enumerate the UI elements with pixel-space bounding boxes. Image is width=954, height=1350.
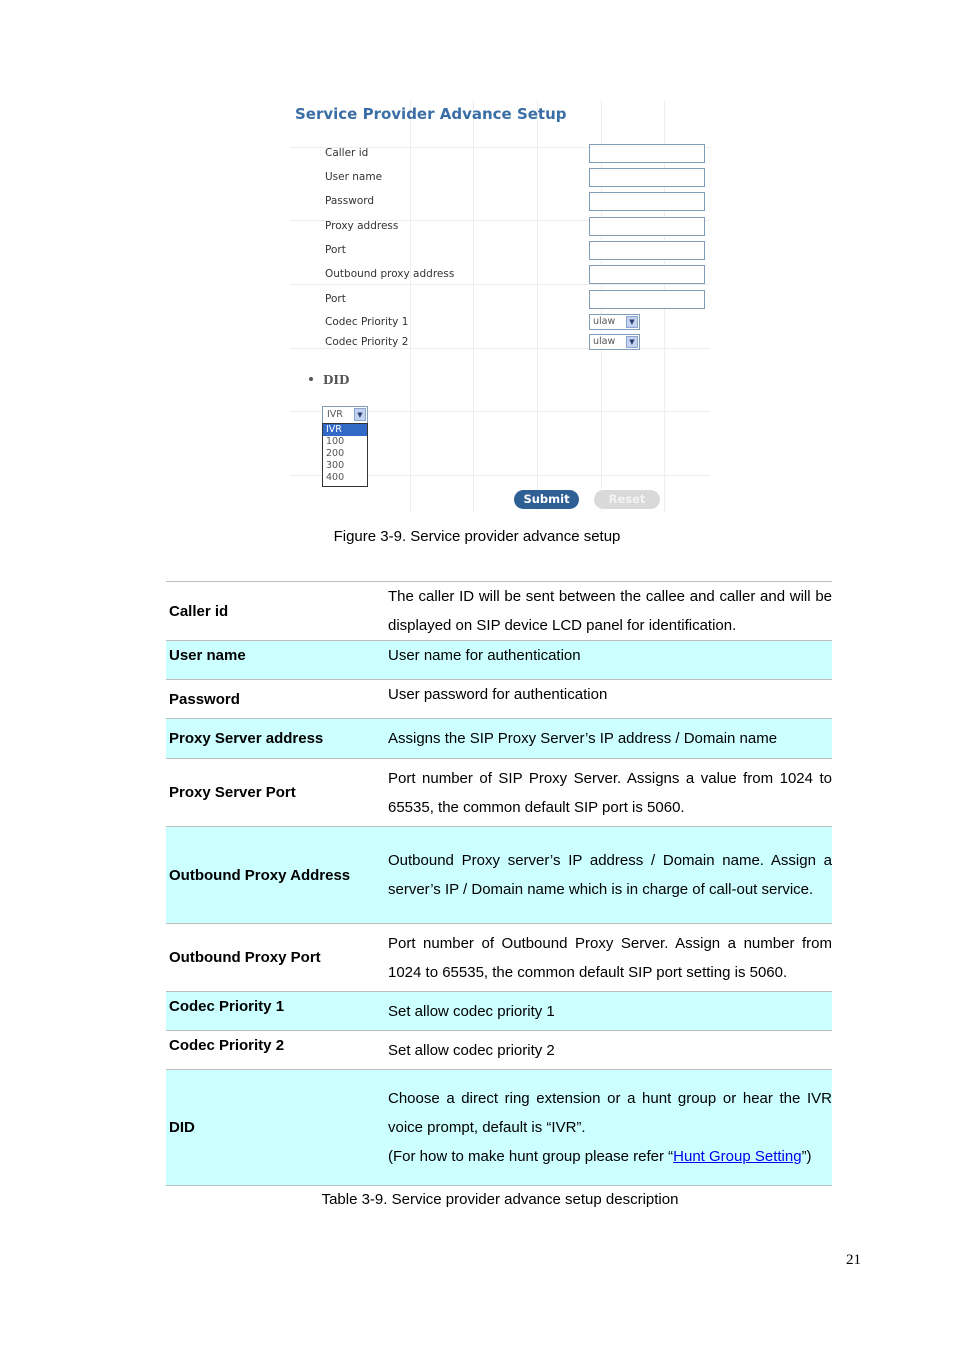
- bullet-icon: [309, 377, 313, 381]
- table-row: [166, 641, 832, 680]
- description-table: [166, 581, 832, 1186]
- did-select[interactable]: [322, 406, 368, 424]
- table-row: [166, 1070, 832, 1186]
- codec-priority-2-select[interactable]: [589, 334, 640, 350]
- table-row: [166, 582, 832, 641]
- table-row: [166, 827, 832, 924]
- row-key: Outbound Proxy Port: [169, 949, 321, 966]
- grid-line: [473, 100, 474, 512]
- caller-id-label: Caller id: [325, 147, 369, 159]
- did-option[interactable]: 400: [326, 472, 345, 483]
- table-row: [166, 680, 832, 719]
- row-key: DID: [166, 1070, 388, 1186]
- password-label: Password: [325, 195, 375, 207]
- table-row: [166, 992, 832, 1031]
- row-key: Proxy Server Port: [169, 784, 296, 801]
- codec-priority-1-select[interactable]: [589, 314, 640, 330]
- did-description-text: Choose a direct ring extension or a hunt group or hear the IVR voice prompt, default is “IVR”.: [388, 1090, 832, 1136]
- outbound-port-input[interactable]: [589, 290, 705, 309]
- grid-line: [410, 100, 411, 512]
- proxy-address-label: Proxy address: [325, 220, 399, 232]
- codec-priority-2-label: Codec Priority 2: [325, 336, 409, 348]
- row-description: User name for authentication: [388, 641, 832, 680]
- did-reference-prefix: (For how to make hunt group please refer “: [388, 1148, 674, 1165]
- proxy-port-label: Port: [325, 244, 346, 256]
- grid-line: [537, 100, 538, 512]
- table-caption: Table 3-9. Service provider advance setup description: [321, 1191, 679, 1208]
- did-option[interactable]: 200: [326, 448, 345, 459]
- table-row: [166, 924, 832, 992]
- user-name-input[interactable]: [589, 168, 705, 187]
- hunt-group-setting-link[interactable]: Hunt Group Setting: [673, 1148, 802, 1165]
- form-title: Service Provider Advance Setup: [295, 105, 567, 123]
- caller-id-input[interactable]: [589, 144, 705, 163]
- chevron-down-icon[interactable]: ▼: [626, 336, 638, 348]
- did-option[interactable]: IVR: [323, 424, 367, 436]
- row-description: User password for authentication: [388, 686, 608, 703]
- grid-line: [290, 348, 710, 349]
- did-option[interactable]: 100: [326, 436, 345, 447]
- grid-line: [290, 284, 710, 285]
- password-input[interactable]: [589, 192, 705, 211]
- row-description: Port number of Outbound Proxy Server. Assign a number from 1024 to 65535, the common default SIP port setting is 5060.: [388, 934, 832, 981]
- row-description: Outbound Proxy server’s IP address / Domain name. Assign a server’s IP / Domain name which is in charge of call-out service.: [388, 827, 832, 924]
- row-description: Port number of SIP Proxy Server. Assigns a value from 1024 to 65535, the common default SIP port is 5060.: [388, 769, 832, 816]
- row-description: Set allow codec priority 1: [388, 992, 832, 1031]
- row-key: Password: [169, 690, 240, 708]
- did-reference-suffix: ”): [801, 1148, 812, 1165]
- chevron-down-icon[interactable]: ▼: [354, 408, 366, 421]
- outbound-proxy-address-input[interactable]: [589, 265, 705, 284]
- chevron-down-icon[interactable]: ▼: [626, 316, 638, 328]
- page-number: 21: [846, 1252, 861, 1268]
- table-row: [166, 1031, 832, 1070]
- codec-priority-1-label: Codec Priority 1: [325, 316, 409, 328]
- row-key: User name: [166, 641, 388, 680]
- submit-button[interactable]: Submit: [514, 490, 579, 509]
- proxy-port-input[interactable]: [589, 241, 705, 260]
- row-key: Proxy Server address: [166, 719, 388, 759]
- row-key: Caller id: [169, 602, 229, 620]
- row-description: The caller ID will be sent between the callee and caller and will be displayed on SIP device LCD panel for identification.: [388, 588, 832, 634]
- proxy-address-input[interactable]: [589, 217, 705, 236]
- did-selected-value: IVR: [327, 409, 343, 420]
- row-description: Set allow codec priority 2: [388, 1041, 555, 1059]
- reset-button[interactable]: Reset: [594, 490, 660, 509]
- did-options-list[interactable]: [322, 423, 368, 487]
- codec-priority-1-value: ulaw: [593, 316, 616, 327]
- figure-caption: Figure 3-9. Service provider advance setup: [333, 528, 621, 545]
- codec-priority-2-value: ulaw: [593, 336, 616, 347]
- did-option[interactable]: 300: [326, 460, 345, 471]
- user-name-label: User name: [325, 171, 383, 183]
- figure-screenshot: [290, 100, 710, 518]
- row-key: Codec Priority 2: [169, 1037, 285, 1054]
- table-row: [166, 719, 832, 759]
- did-section-title: DID: [323, 373, 350, 387]
- row-key: Codec Priority 1: [166, 992, 388, 1031]
- row-description: [388, 1070, 832, 1186]
- row-description: Assigns the SIP Proxy Server’s IP address / Domain name: [388, 719, 832, 759]
- outbound-port-label: Port: [325, 293, 346, 305]
- outbound-proxy-address-label: Outbound proxy address: [325, 268, 455, 280]
- table-row: [166, 759, 832, 827]
- row-key: Outbound Proxy Address: [166, 827, 388, 924]
